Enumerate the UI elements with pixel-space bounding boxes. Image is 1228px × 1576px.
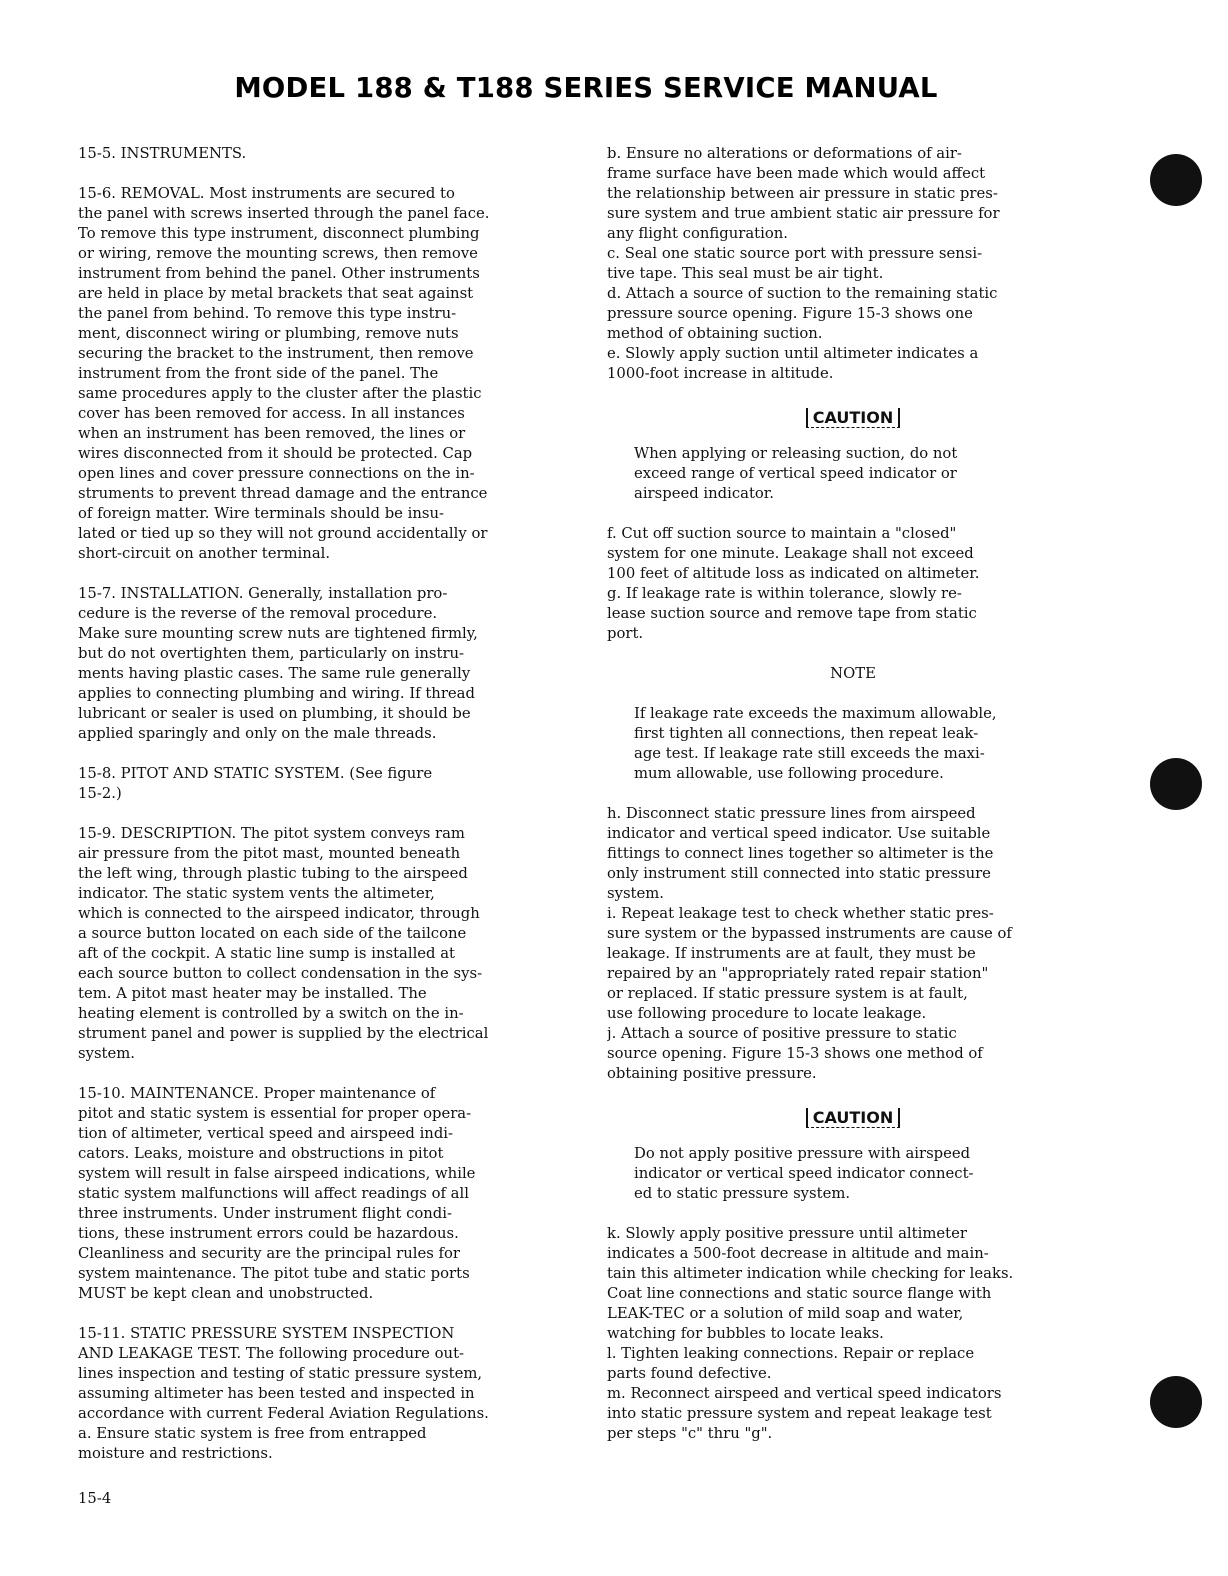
- right-column: [607, 144, 1099, 1444]
- note-line: mum allowable, use following procedure.: [634, 765, 944, 782]
- text-line: m. Reconnect airspeed and vertical speed indicators: [607, 1385, 1002, 1402]
- text-line: 1000-foot increase in altitude.: [607, 365, 834, 382]
- text-line: indicator. The static system vents the altimeter,: [78, 885, 435, 902]
- text-line: cators. Leaks, moisture and obstructions in pitot: [78, 1145, 444, 1162]
- caution-text-positive-pressure: [607, 1144, 1099, 1204]
- text-line: of foreign matter. Wire terminals should be insu-: [78, 505, 445, 522]
- text-line: only instrument still connected into static pressure: [607, 865, 991, 882]
- text-line: Coat line connections and static source flange with: [607, 1285, 992, 1302]
- text-line: the relationship between air pressure in static pres-: [607, 185, 998, 202]
- text-line: cedure is the reverse of the removal procedure.: [78, 605, 438, 622]
- note-line: age test. If leakage rate still exceeds the maxi-: [634, 745, 985, 762]
- text-line: into static pressure system and repeat leakage test: [607, 1405, 992, 1422]
- text-line: MUST be kept clean and unobstructed.: [78, 1285, 374, 1302]
- text-line: 15-6. REMOVAL. Most instruments are secured to: [78, 185, 455, 202]
- binder-hole-top: [1150, 154, 1202, 206]
- text-line: or wiring, remove the mounting screws, then remove: [78, 245, 478, 262]
- text-line: same procedures apply to the cluster after the plastic: [78, 385, 482, 402]
- text-line: system maintenance. The pitot tube and static ports: [78, 1265, 470, 1282]
- text-line: ments having plastic cases. The same rule generally: [78, 665, 471, 682]
- text-line: 15-2.): [78, 785, 122, 802]
- text-line: short-circuit on another terminal.: [78, 545, 331, 562]
- text-line: watching for bubbles to locate leaks.: [607, 1325, 884, 1342]
- text-line: 15-8. PITOT AND STATIC SYSTEM. (See figure: [78, 765, 433, 782]
- text-line: 15-10. MAINTENANCE. Proper maintenance of: [78, 1085, 436, 1102]
- note-line: first tighten all connections, then repeat leak-: [634, 725, 979, 742]
- text-line: obtaining positive pressure.: [607, 1065, 817, 1082]
- text-line: lines inspection and testing of static pressure system,: [78, 1365, 483, 1382]
- text-line: three instruments. Under instrument flight condi-: [78, 1205, 452, 1222]
- left-column: [78, 144, 570, 1464]
- text-line: b. Ensure no alterations or deformations of air-: [607, 145, 962, 162]
- text-line: 15-11. STATIC PRESSURE SYSTEM INSPECTION: [78, 1325, 455, 1342]
- text-line: applied sparingly and only on the male threads.: [78, 725, 437, 742]
- text-line: each source button to collect condensation in the sys-: [78, 965, 483, 982]
- caution-line: indicator or vertical speed indicator connect-: [634, 1165, 974, 1182]
- text-line: a. Ensure static system is free from entrapped: [78, 1425, 427, 1442]
- text-line: To remove this type instrument, disconnect plumbing: [78, 225, 480, 242]
- text-line: ment, disconnect wiring or plumbing, remove nuts: [78, 325, 459, 342]
- text-line: k. Slowly apply positive pressure until altimeter: [607, 1225, 967, 1242]
- binder-hole-bottom: [1150, 1376, 1202, 1428]
- text-line: 100 feet of altitude loss as indicated on altimeter.: [607, 565, 980, 582]
- text-line: indicates a 500-foot decrease in altitude and main-: [607, 1245, 989, 1262]
- text-line: per steps "c" thru "g".: [607, 1425, 773, 1442]
- text-line: strument panel and power is supplied by the electrical: [78, 1025, 489, 1042]
- text-line: a source button located on each side of the tailcone: [78, 925, 467, 942]
- caution-text-suction: [607, 444, 1099, 504]
- text-line: system will result in false airspeed indications, while: [78, 1165, 476, 1182]
- steps-k-to-m: [607, 1224, 1099, 1444]
- text-line: the left wing, through plastic tubing to the airspeed: [78, 865, 468, 882]
- page-number: 15-4: [78, 1490, 112, 1507]
- text-line: e. Slowly apply suction until altimeter indicates a: [607, 345, 979, 362]
- text-line: parts found defective.: [607, 1365, 772, 1382]
- text-line: tain this altimeter indication while checking for leaks.: [607, 1265, 1014, 1282]
- text-line: aft of the cockpit. A static line sump is installed at: [78, 945, 456, 962]
- text-line: pitot and static system is essential for proper opera-: [78, 1105, 472, 1122]
- text-line: the panel with screws inserted through the panel face.: [78, 205, 490, 222]
- text-line: AND LEAKAGE TEST. The following procedure out-: [78, 1345, 465, 1362]
- text-line: fittings to connect lines together so altimeter is the: [607, 845, 994, 862]
- text-line: f. Cut off suction source to maintain a "closed": [607, 525, 957, 542]
- text-line: but do not overtighten them, particularly on instru-: [78, 645, 465, 662]
- text-line: when an instrument has been removed, the lines or: [78, 425, 466, 442]
- text-line: are held in place by metal brackets that seat against: [78, 285, 474, 302]
- text-line: indicator and vertical speed indicator. Use suitable: [607, 825, 991, 842]
- text-line: 15-5. INSTRUMENTS.: [78, 145, 247, 162]
- text-line: static system malfunctions will affect readings of all: [78, 1185, 469, 1202]
- text-line: wires disconnected from it should be protected. Cap: [78, 445, 473, 462]
- text-line: 15-7. INSTALLATION. Generally, installation pro-: [78, 585, 448, 602]
- text-line: air pressure from the pitot mast, mounted beneath: [78, 845, 461, 862]
- text-line: instrument from the front side of the panel. The: [78, 365, 439, 382]
- text-line: tion of altimeter, vertical speed and airspeed indi-: [78, 1125, 454, 1142]
- text-line: lated or tied up so they will not ground accidentally or: [78, 525, 488, 542]
- text-line: open lines and cover pressure connections on the in-: [78, 465, 475, 482]
- text-line: sure system or the bypassed instruments are cause of: [607, 925, 1012, 942]
- text-line: lease suction source and remove tape from static: [607, 605, 977, 622]
- text-line: securing the bracket to the instrument, then remove: [78, 345, 474, 362]
- text-line: leakage. If instruments are at fault, they must be: [607, 945, 976, 962]
- note-line: If leakage rate exceeds the maximum allowable,: [634, 705, 997, 722]
- binder-hole-middle: [1150, 758, 1202, 810]
- text-line: sure system and true ambient static air pressure for: [607, 205, 1000, 222]
- text-line: g. If leakage rate is within tolerance, slowly re-: [607, 585, 962, 602]
- text-line: assuming altimeter has been tested and inspected in: [78, 1385, 475, 1402]
- text-line: system for one minute. Leakage shall not exceed: [607, 545, 974, 562]
- text-line: accordance with current Federal Aviation Regulations.: [78, 1405, 489, 1422]
- text-line: moisture and restrictions.: [78, 1445, 273, 1462]
- caution-line: airspeed indicator.: [634, 485, 774, 502]
- text-line: heating element is controlled by a switch on the in-: [78, 1005, 464, 1022]
- steps-h-to-j: [607, 804, 1099, 1084]
- caution-line: Do not apply positive pressure with airspeed: [634, 1145, 971, 1162]
- text-line: tem. A pitot mast heater may be installed. The: [78, 985, 427, 1002]
- text-line: port.: [607, 625, 644, 642]
- caution-line: When applying or releasing suction, do not: [634, 445, 958, 462]
- text-line: d. Attach a source of suction to the remaining static: [607, 285, 998, 302]
- caution-label-suction: CAUTION: [806, 408, 900, 428]
- text-line: lubricant or sealer is used on plumbing, it should be: [78, 705, 471, 722]
- text-line: or replaced. If static pressure system is at fault,: [607, 985, 968, 1002]
- steps-b-to-e: [607, 144, 1099, 384]
- text-line: 15-9. DESCRIPTION. The pitot system conveys ram: [78, 825, 465, 842]
- note-text: [607, 704, 1099, 784]
- note-label: NOTE: [830, 665, 876, 682]
- text-line: c. Seal one static source port with pressure sensi-: [607, 245, 983, 262]
- text-line: Cleanliness and security are the principal rules for: [78, 1245, 461, 1262]
- text-line: method of obtaining suction.: [607, 325, 823, 342]
- page-title: MODEL 188 & T188 SERIES SERVICE MANUAL: [234, 72, 938, 104]
- text-line: applies to connecting plumbing and wiring. If thread: [78, 685, 475, 702]
- text-line: the panel from behind. To remove this type instru-: [78, 305, 457, 322]
- text-line: Make sure mounting screw nuts are tightened firmly,: [78, 625, 478, 642]
- caution-line: ed to static pressure system.: [634, 1185, 851, 1202]
- caution-label-positive-pressure: CAUTION: [806, 1108, 900, 1128]
- text-line: LEAK-TEC or a solution of mild soap and water,: [607, 1305, 964, 1322]
- text-line: system.: [78, 1045, 135, 1062]
- text-line: cover has been removed for access. In all instances: [78, 405, 465, 422]
- text-line: j. Attach a source of positive pressure to static: [607, 1025, 957, 1042]
- text-line: struments to prevent thread damage and the entrance: [78, 485, 488, 502]
- steps-f-to-g: [607, 524, 1099, 644]
- text-line: which is connected to the airspeed indicator, through: [78, 905, 480, 922]
- text-line: tions, these instrument errors could be hazardous.: [78, 1225, 459, 1242]
- text-line: any flight configuration.: [607, 225, 788, 242]
- text-line: use following procedure to locate leakage.: [607, 1005, 927, 1022]
- text-line: h. Disconnect static pressure lines from airspeed: [607, 805, 976, 822]
- text-line: instrument from behind the panel. Other instruments: [78, 265, 480, 282]
- text-line: source opening. Figure 15-3 shows one method of: [607, 1045, 983, 1062]
- text-line: tive tape. This seal must be air tight.: [607, 265, 884, 282]
- caution-line: exceed range of vertical speed indicator or: [634, 465, 957, 482]
- text-line: pressure source opening. Figure 15-3 shows one: [607, 305, 973, 322]
- text-line: frame surface have been made which would affect: [607, 165, 986, 182]
- text-line: repaired by an "appropriately rated repair station": [607, 965, 989, 982]
- text-line: i. Repeat leakage test to check whether static pres-: [607, 905, 994, 922]
- text-line: system.: [607, 885, 664, 902]
- text-line: l. Tighten leaking connections. Repair or replace: [607, 1345, 975, 1362]
